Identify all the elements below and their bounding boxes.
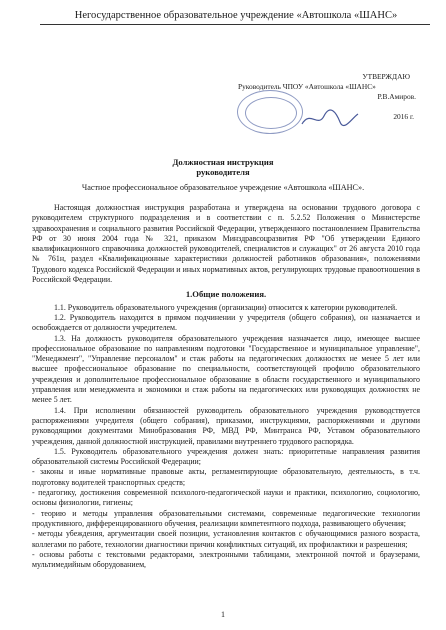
document-body	[32, 203, 420, 570]
list-item: - теорию и методы управления образовательными системами, современные педагогические технологии продуктивного, дифференцированного обучения, реализации компетентного подхода, развивающего обучения;	[32, 508, 420, 528]
approval-block	[238, 72, 420, 122]
list-item: - законы и иные нормативные правовые акты, регламентирующие образовательную, деятельность, в т.ч. подготовку водителей транспортных средств;	[32, 467, 420, 487]
approval-date: 2016 г.	[393, 112, 414, 121]
approval-heading: УТВЕРЖДАЮ	[362, 72, 410, 81]
header-org-name: Негосударственное образовательное учреждение «Автошкола «ШАНС»	[74, 10, 398, 21]
approval-signatory: Р.В.Амиров.	[377, 92, 416, 101]
list-item: - методы убеждения, аргументации своей позиции, установления контактов с обучающимися разного возраста, коллегами по работе, технологии диагностики причин конфликтных ситуаций, их профилактики и разрешения;	[32, 529, 420, 549]
approval-position: Руководитель ЧПОУ «Автошкола «ШАНС»	[238, 82, 376, 91]
header-divider	[40, 24, 430, 25]
page-number: 1	[221, 610, 225, 619]
paragraph-1-5: 1.5. Руководитель образовательного учреждения должен знать: приоритетные направления развития образовательной системы Российской Федерации;	[32, 446, 420, 467]
paragraph-1-3: 1.3. На должность руководителя образовательного учреждения назначается лицо, имеющее высшее профессиональное образование по направлениям подготовки "Государственное и муниципальное управление", "Менеджмент", "Управление персоналом" и стаж работы на педагогических должностях не менее 5 лет или высшее профессиональное образование по специальности, соответствующей профилю образовательного учреждения и дополнительное профессиональное образование в области государственного и муниципального управления или менеджмента и экономики и стаж работы на педагогических или руководящих должностях не менее 5 лет.	[32, 333, 420, 405]
document-title-line-2: руководителя	[196, 167, 250, 177]
list-item: - педагогику, достижения современной психолого-педагогической науки и практики, психологию, социологию, основы физиологии, гигиены;	[32, 488, 420, 508]
document-title-line-1: Должностная инструкция	[172, 157, 274, 167]
document-title	[40, 157, 406, 177]
section-1-title: 1.Общие положения.	[185, 289, 267, 300]
paragraph-1-2: 1.2. Руководитель находится в прямом подчинении у учредителя (общего собрания), он назначается и освобождается от должности учредителем.	[32, 312, 420, 333]
intro-paragraph: Настоящая должностная инструкция разработана и утверждена на основании трудового договора с руководителем структурного подразделения и в соответствии с п. 5.2.52 Положения о Министерстве здравоохранения и социального развития Российской Федерации, утвержденного постановлением Правительства РФ от 30 июня 2004 года № 321, приказом Минздравсоцразвития РФ "Об утверждении Единого квалификационного справочника должностей руководителей, специалистов и служащих" от 26 августа 2010 года № 761н, раздел «Квалификационные характеристики должностей работников образования», положениями Трудового кодекса Российской Федерации и иных нормативных актов, регулирующих трудовые правоотношения в Российской Федерации.	[32, 203, 420, 285]
organization-line: Частное профессиональное образовательное учреждение «Автошкола «ШАНС».	[81, 183, 365, 192]
list-item: - основы работы с текстовыми редакторами, электронными таблицами, электронной почтой и браузерами, мультимедийным оборудованием,	[32, 549, 420, 570]
paragraph-1-4: 1.4. При исполнении обязанностей руководитель образовательного учреждения руководствуется распоряжениями учредителя (общего собрания), приказами, инструкциями, распоряжениями и другими руководящими документами Минобразования РФ, МВД РФ, Минтранса РФ, Уставом образовательного учреждения, данной должностной инструкцией, правилами внутреннего трудового распорядка.	[32, 405, 420, 446]
paragraph-1-1: 1.1. Руководитель образовательного учреждения (организации) относится к категории руководителей.	[54, 302, 398, 312]
